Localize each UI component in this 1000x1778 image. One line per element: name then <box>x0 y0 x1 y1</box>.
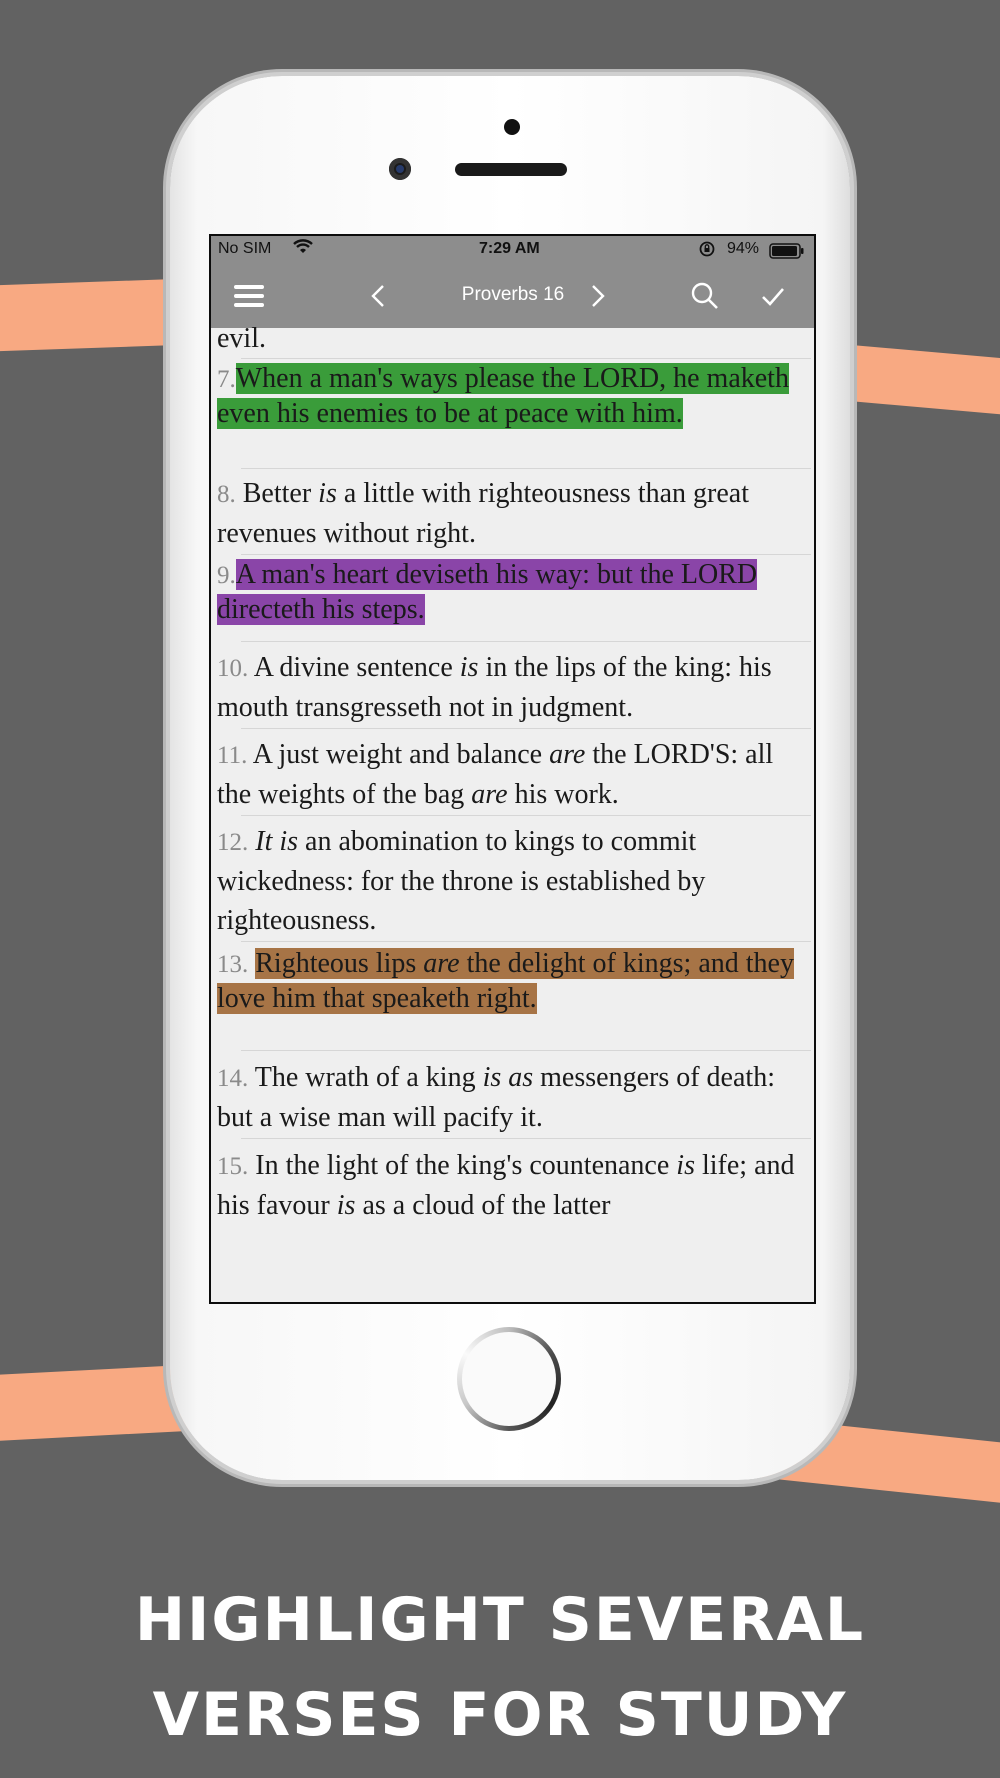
verse-text: a little with righteousness than great revenues without right. <box>217 478 749 549</box>
earpiece-speaker <box>455 163 567 176</box>
verse-text: the LORD'S: all the weights of the bag <box>217 739 774 810</box>
search-icon[interactable] <box>689 280 721 312</box>
verse-text: A just weight and balance <box>252 739 550 770</box>
verse-8[interactable] <box>217 474 805 553</box>
verse-6-tail[interactable] <box>217 322 805 356</box>
verse-15[interactable] <box>217 1146 805 1225</box>
verse-divider <box>241 641 811 642</box>
carrier-label: No SIM <box>218 240 272 257</box>
verse-text: his work. <box>507 779 619 810</box>
verse-divider <box>241 815 811 816</box>
wifi-icon <box>293 239 313 260</box>
verse-text-highlighted-purple: A man's heart deviseth his way: but the LORD directeth his steps. <box>217 559 758 625</box>
clock-label: 7:29 AM <box>479 240 540 257</box>
verse-divider <box>241 358 811 359</box>
verse-10[interactable] <box>217 648 805 727</box>
battery-icon <box>769 243 805 264</box>
front-camera <box>389 158 411 180</box>
chapter-title[interactable]: Proverbs 16 <box>461 284 565 305</box>
verse-italic: is <box>676 1150 695 1181</box>
verse-italic: is <box>318 478 337 509</box>
verse-text: Righteous lips <box>255 948 424 979</box>
verse-text: The wrath of a king <box>254 1062 483 1093</box>
menu-icon[interactable] <box>233 280 265 312</box>
verse-italic: It is <box>255 826 299 857</box>
caption-line-2: VERSES FOR STUDY <box>152 1680 848 1750</box>
verse-italic: are <box>549 739 586 770</box>
verse-divider <box>241 1050 811 1051</box>
verse-italic: are <box>423 948 460 979</box>
verse-italic: is <box>459 652 479 683</box>
verse-number: 9. <box>217 562 236 589</box>
verse-text: Better <box>242 478 319 509</box>
verse-text: evil. <box>217 323 266 354</box>
verse-text: life; and his favour <box>217 1150 795 1221</box>
verse-divider <box>241 1138 811 1139</box>
verse-italic: are <box>471 779 508 810</box>
verse-divider <box>241 941 811 942</box>
verse-text: A divine sentence <box>253 652 460 683</box>
verse-number: 10. <box>217 655 249 682</box>
verse-text: the delight of kings; and they love him that speaketh right. <box>217 948 794 1014</box>
verse-list <box>211 323 814 1302</box>
verse-text: in the lips of the king: his mouth transgresseth not in judgment. <box>217 652 772 723</box>
nav-bar <box>211 264 814 328</box>
verse-13[interactable] <box>217 947 805 1016</box>
chevron-right-icon[interactable] <box>581 280 613 312</box>
verse-number: 7. <box>217 366 236 393</box>
verse-number: 12. <box>217 829 249 856</box>
verse-number: 8. <box>217 481 236 508</box>
verse-text: an abomination to kings to commit wickedness: for the throne is established by righteousness. <box>217 826 706 936</box>
phone-screen <box>209 234 816 1304</box>
verse-number: 14. <box>217 1065 249 1092</box>
phone-power-button <box>849 372 857 474</box>
verse-text: as a cloud of the latter <box>355 1190 611 1221</box>
verse-number: 15. <box>217 1153 249 1180</box>
proximity-sensor <box>504 119 520 135</box>
verse-7[interactable] <box>217 362 805 431</box>
home-button[interactable] <box>457 1327 561 1431</box>
verse-number: 11. <box>217 742 248 769</box>
orientation-lock-icon <box>699 241 715 262</box>
verse-12[interactable] <box>217 822 805 940</box>
verse-text: messengers of death: but a wise man will pacify it. <box>217 1062 775 1133</box>
verse-text-highlighted-green: When a man's ways please the LORD, he maketh even his enemies to be at peace with him. <box>217 363 789 429</box>
caption-line-1: HIGHLIGHT SEVERAL <box>134 1585 866 1655</box>
verse-14[interactable] <box>217 1058 805 1137</box>
verse-italic: is <box>336 1190 356 1221</box>
verse-text-highlighted-brown <box>217 948 794 1014</box>
checkmark-icon[interactable] <box>757 280 789 312</box>
verse-9[interactable] <box>217 558 805 627</box>
battery-percent: 94% <box>727 240 760 257</box>
verse-11[interactable] <box>217 735 805 814</box>
verse-text: In the light of the king's countenance <box>255 1150 677 1181</box>
verse-number: 13. <box>217 951 249 978</box>
verse-divider <box>241 468 811 469</box>
verse-divider <box>241 554 811 555</box>
status-bar <box>211 236 814 264</box>
verse-divider <box>241 728 811 729</box>
verse-italic: is as <box>482 1062 534 1093</box>
